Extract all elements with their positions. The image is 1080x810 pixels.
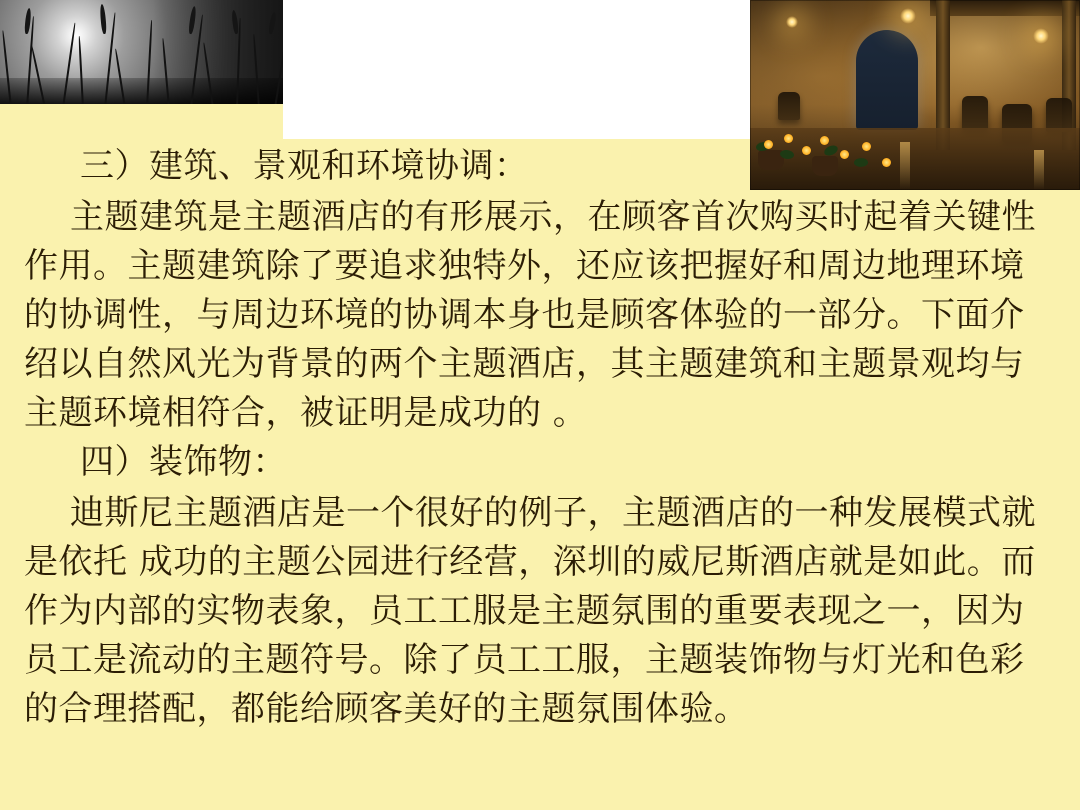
photo-archway (856, 30, 918, 130)
heading-three: 三）建筑、景观和环境协调： (80, 146, 529, 186)
photo-chair (778, 92, 800, 120)
paragraph-three: 主题建筑是主题酒店的有形展示，在顾客首次购买时起着关键性作用。主题建筑除了要追求独特外，还应该把握好和周边地理环境的协调性，与周边环境的协调本身也是顾客体验的一部分。下面介绍以自然风光为背景的两个主题酒店，其主题建筑和主题景观均与主题环境相符合，被证明是成功的 。 (24, 197, 1036, 433)
photo-lamp (786, 16, 798, 28)
grass-silhouette-photo (0, 0, 283, 104)
photo-beam (930, 0, 1080, 16)
slide-body (0, 142, 1080, 734)
photo-chair (962, 96, 988, 130)
photo-lamp (1033, 28, 1049, 44)
heading-four: 四）装饰物： (80, 442, 287, 482)
photo-lamp (900, 8, 916, 24)
white-band (283, 0, 750, 139)
paragraph-four: 迪斯尼主题酒店是一个很好的例子，主题酒店的一种发展模式就是依托 成功的主题公园进行经营，深圳的威尼斯酒店就是如此。而作为内部的实物表象，员工工服是主题氛围的重要表现之一，因为员工是流动的主题符号。除了员工工服，主题装饰物与灯光和色彩的合理搭配，都能给顾客美好的主题氛围体验。 (24, 493, 1036, 729)
photo-chair (1046, 98, 1072, 132)
